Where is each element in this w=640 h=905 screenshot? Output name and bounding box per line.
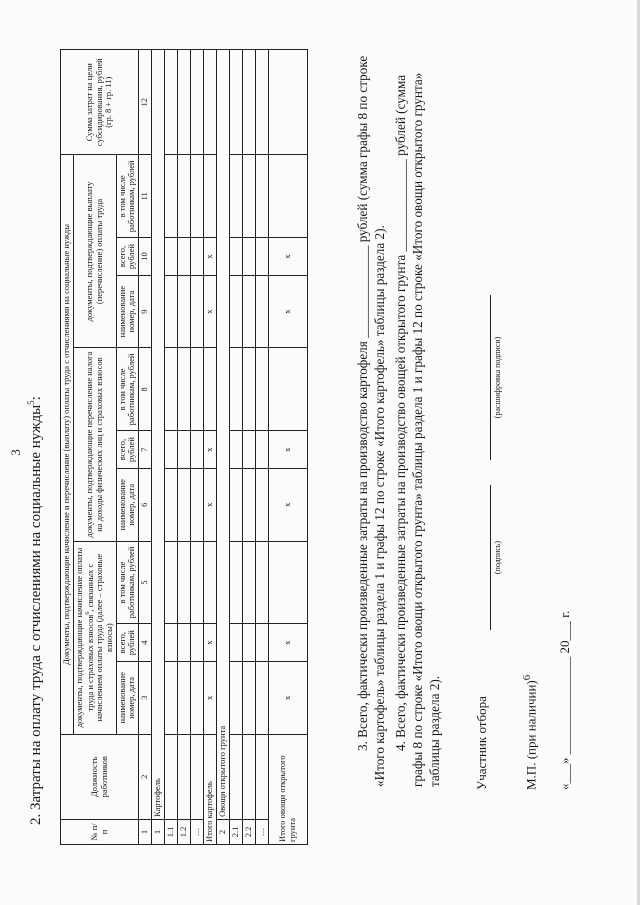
table-row-potato <box>152 50 165 845</box>
table-row-dots <box>191 50 204 845</box>
paragraph-4: 4. Всего, фактически произведенные затраты на производство овощей открытого грунта ______________ рублей (сумма графы 8 по строке «Итого овощи открытого грунта» таблицы раздела 1 и графы 12 по строке «Итого овощи открытого грунта» таблицы раздела 2). <box>393 72 442 787</box>
x-mark: х <box>204 661 217 734</box>
row-number: 1.1 <box>165 819 178 844</box>
column-number-row <box>139 50 152 845</box>
col-num: 12 <box>139 50 152 155</box>
section-title-footnote: 5 <box>26 400 36 405</box>
header-total: всего, рублей <box>116 238 139 276</box>
col-num: 10 <box>139 238 152 276</box>
stamp-footnote: 6 <box>521 674 533 681</box>
header-subsidy-sum: Сумма затрат на цели субсидирования, рублей (гр. 8 + гр. 11) <box>61 50 139 155</box>
table-row-1-1 <box>165 50 178 845</box>
col-num: 11 <box>139 155 152 238</box>
header-incl-workers: в том числе работникам, рублей <box>116 348 139 431</box>
x-mark: х <box>269 661 308 734</box>
header-incl-workers: в том числе работникам, рублей <box>116 541 139 624</box>
col-num: 3 <box>139 661 152 734</box>
header-accrual-tail: , связанных с начислением оплаты труда (далее – страховые взносы) <box>84 553 114 722</box>
header-total: всего, рублей <box>116 431 139 469</box>
table-row-1-2 <box>178 50 191 845</box>
col-num: 6 <box>139 468 152 541</box>
header-payment-docs: документы, подтверждающие выплату (перечисление) оплаты труда <box>73 155 116 348</box>
x-mark: х <box>204 468 217 541</box>
section-title-text: 2. Затраты на оплату труда с отчислениями на социальные нужды <box>28 404 44 825</box>
decoding-line <box>490 295 491 460</box>
table-row-vegetables <box>217 50 230 845</box>
row-number: 2.2 <box>243 819 256 844</box>
header-total: всего, рублей <box>116 624 139 662</box>
stamp-text: М.П. (при наличии) <box>523 680 539 790</box>
page-number: 3 <box>8 449 23 456</box>
header-accrual-footnote: 6 <box>84 611 91 615</box>
row-number: 2.1 <box>230 819 243 844</box>
signature-caption: (подпись) <box>493 540 502 575</box>
section-title <box>26 396 45 825</box>
header-name-date: наименование номер, дата <box>116 275 139 348</box>
x-mark: х <box>269 238 308 276</box>
date-line: «___» _______________ 20___ г. <box>557 610 572 790</box>
header-accrual-text: документы, подтверждающие начисление оплаты труда и страховых взносов <box>73 547 95 728</box>
table-row-dots <box>256 50 269 845</box>
col-num: 8 <box>139 348 152 431</box>
col-num: 9 <box>139 275 152 348</box>
row-potato-label: Картофель <box>152 50 165 820</box>
header-accrual-docs <box>73 541 116 734</box>
x-mark: х <box>269 468 308 541</box>
x-mark: х <box>204 275 217 348</box>
col-num: 2 <box>139 734 152 819</box>
row-total-potato-label: Итого картофель <box>204 734 217 844</box>
x-mark: х <box>204 431 217 469</box>
stamp-label <box>521 675 539 790</box>
row-number: … <box>256 819 269 844</box>
col-num: 7 <box>139 431 152 469</box>
row-total-vegetables-label: Итого овощи открытого грунта <box>269 734 308 844</box>
x-mark: х <box>204 238 217 276</box>
row-vegetables-label: Овощи открытого грунта <box>217 50 230 820</box>
costs-table <box>60 49 308 845</box>
header-tax-docs: документы, подтверждающие перечисление налога на доходы физических лиц и страховых взносов <box>73 348 116 541</box>
row-number: … <box>191 819 204 844</box>
x-mark: х <box>269 624 308 662</box>
table-row-2-2 <box>243 50 256 845</box>
table-row-total-potato <box>204 50 217 845</box>
x-mark: х <box>204 624 217 662</box>
row-number: 1 <box>152 819 165 844</box>
x-mark: х <box>269 275 308 348</box>
table-row-2-1 <box>230 50 243 845</box>
header-name-date: наименование номер, дата <box>116 661 139 734</box>
table-row-total-vegetables <box>269 50 308 845</box>
participant-label: Участник отбора <box>474 696 489 790</box>
row-number: 2 <box>217 819 230 844</box>
col-num: 1 <box>139 819 152 844</box>
section-title-colon: : <box>28 396 44 401</box>
decoding-caption: (расшифровка подписи) <box>493 336 502 419</box>
header-name-date: наименование номер, дата <box>116 468 139 541</box>
x-mark: х <box>269 431 308 469</box>
col-num: 4 <box>139 624 152 662</box>
header-position: Должность работников <box>61 734 139 819</box>
signature-line <box>490 485 491 630</box>
header-incl-workers: в том числе работникам, рублей <box>116 155 139 238</box>
row-number: 1.2 <box>178 819 191 844</box>
header-documents-group: Документы, подтверждающие начисление и перечисление (выплату) оплаты труда с отчислениями на социальные нужды <box>61 155 74 734</box>
col-num: 5 <box>139 541 152 624</box>
paragraph-3: 3. Всего, фактически произведенные затраты на производство картофеля ______________ рублей (сумма графы 8 по строке «Итого картофель» таблицы раздела 1 и графы 12 по строке «Итого картофель» таблицы раздела 2). <box>355 55 387 787</box>
header-number: № п/п <box>61 819 139 844</box>
